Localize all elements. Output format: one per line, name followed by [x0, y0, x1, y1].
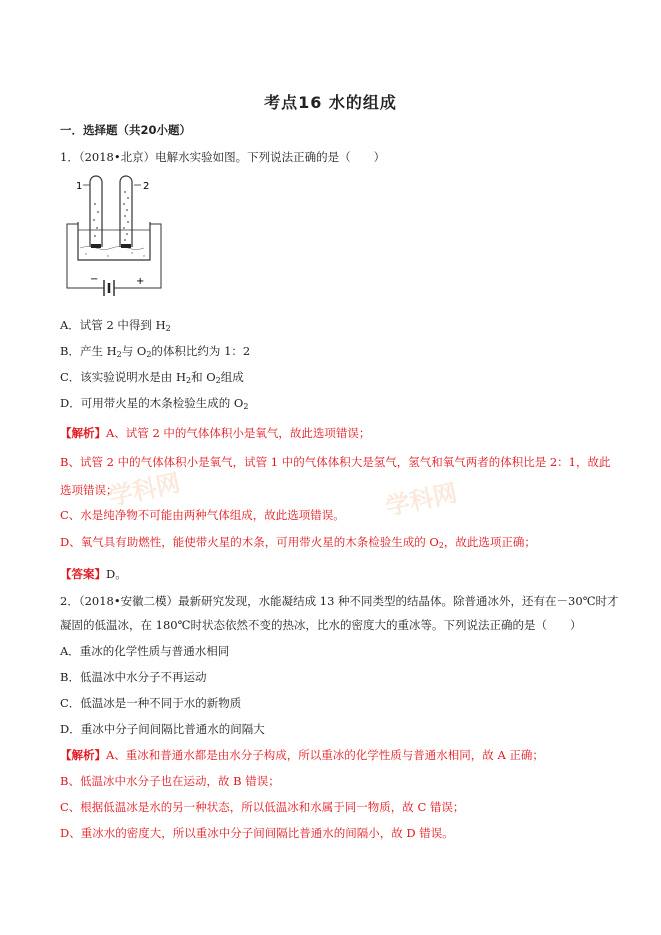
- q2-option-d: D．重冰中分子间间隔比普通水的间隔大: [60, 722, 265, 736]
- q2-option-b: B．低温冰中水分子不再运动: [60, 670, 207, 684]
- q2-analysis-line-4: D、重冰水的密度大，所以重冰中分子间间隔比普通水的间隔小，故 D 错误。: [60, 826, 454, 840]
- q2-option-c: C．低温冰是一种不同于水的新物质: [60, 696, 242, 710]
- tube-1-label: 1: [76, 181, 83, 192]
- q2-analysis-line-3: C、根据低温冰是水的另一种状态，所以低温冰和水属于同一物质，故 C 错误；: [60, 800, 465, 814]
- q1-answer: 【答案】D。: [60, 567, 127, 581]
- negative-label: −: [90, 274, 99, 285]
- q1-stem: 1．（2018•北京）电解水实验如图。下列说法正确的是（ ）: [60, 150, 386, 164]
- q1-option-a: A．试管 2 中得到 $H_2$: [60, 318, 171, 333]
- q1-analysis-line-1: 【解析】A、试管 2 中的气体体积小是氧气，故此选项错误；: [60, 426, 371, 440]
- section-header: 一．选择题（共20小题）: [60, 123, 192, 137]
- q1-analysis-line-4: C、水是纯净物不可能由两种气体组成，故此选项错误。: [60, 508, 345, 522]
- q2-option-a: A．重冰的化学性质与普通水相同: [60, 644, 230, 658]
- watermark-right: 学科网: [383, 478, 460, 522]
- watermark-left: 学科网: [106, 468, 183, 512]
- q1-analysis-line-5: D、氧气具有助燃性，能使带火星的木条，可用带火星的木条检验生成的 $O_2$，故此选项正确；: [60, 535, 536, 550]
- q1-analysis-line-2: B、试管 2 中的气体体积小是氧气，试管 1 中的气体体积大是氢气，氢气和氧气两者的体积比是 2：1，故此: [60, 455, 611, 469]
- q2-stem-line-2: 凝固的低温冰，在 180℃时状态依然不变的热冰，比水的密度大的重冰等。下列说法正确的是（ ）: [60, 618, 582, 632]
- q2-analysis-line-1: 【解析】A、重冰和普通水都是由水分子构成，所以重冰的化学性质与普通水相同，故 A 正确；: [60, 748, 544, 762]
- q1-option-c: C．该实验说明水是由 $H_2$和 $O_2$组成: [60, 370, 244, 385]
- tube-2-label: 2: [143, 181, 150, 192]
- q2-stem-line-1: 2．（2018•安徽二模）最新研究发现，水能凝结成 13 种不同类型的结晶体。除普通冰外，还有在－30℃时才: [60, 594, 619, 608]
- q1-option-b: B．产生 $H_2$与 $O_2$的体积比约为 1：2: [60, 344, 251, 359]
- electrolysis-apparatus-figure: [62, 172, 172, 302]
- q1-analysis-line-3: 选项错误；: [60, 483, 118, 497]
- q2-analysis-line-2: B、低温冰中水分子也在运动，故 B 错误；: [60, 774, 280, 788]
- q1-option-d: D．可用带火星的木条检验生成的 $O_2$: [60, 396, 249, 411]
- positive-label: +: [136, 276, 145, 287]
- page-title: 考点16 水的组成: [264, 93, 397, 112]
